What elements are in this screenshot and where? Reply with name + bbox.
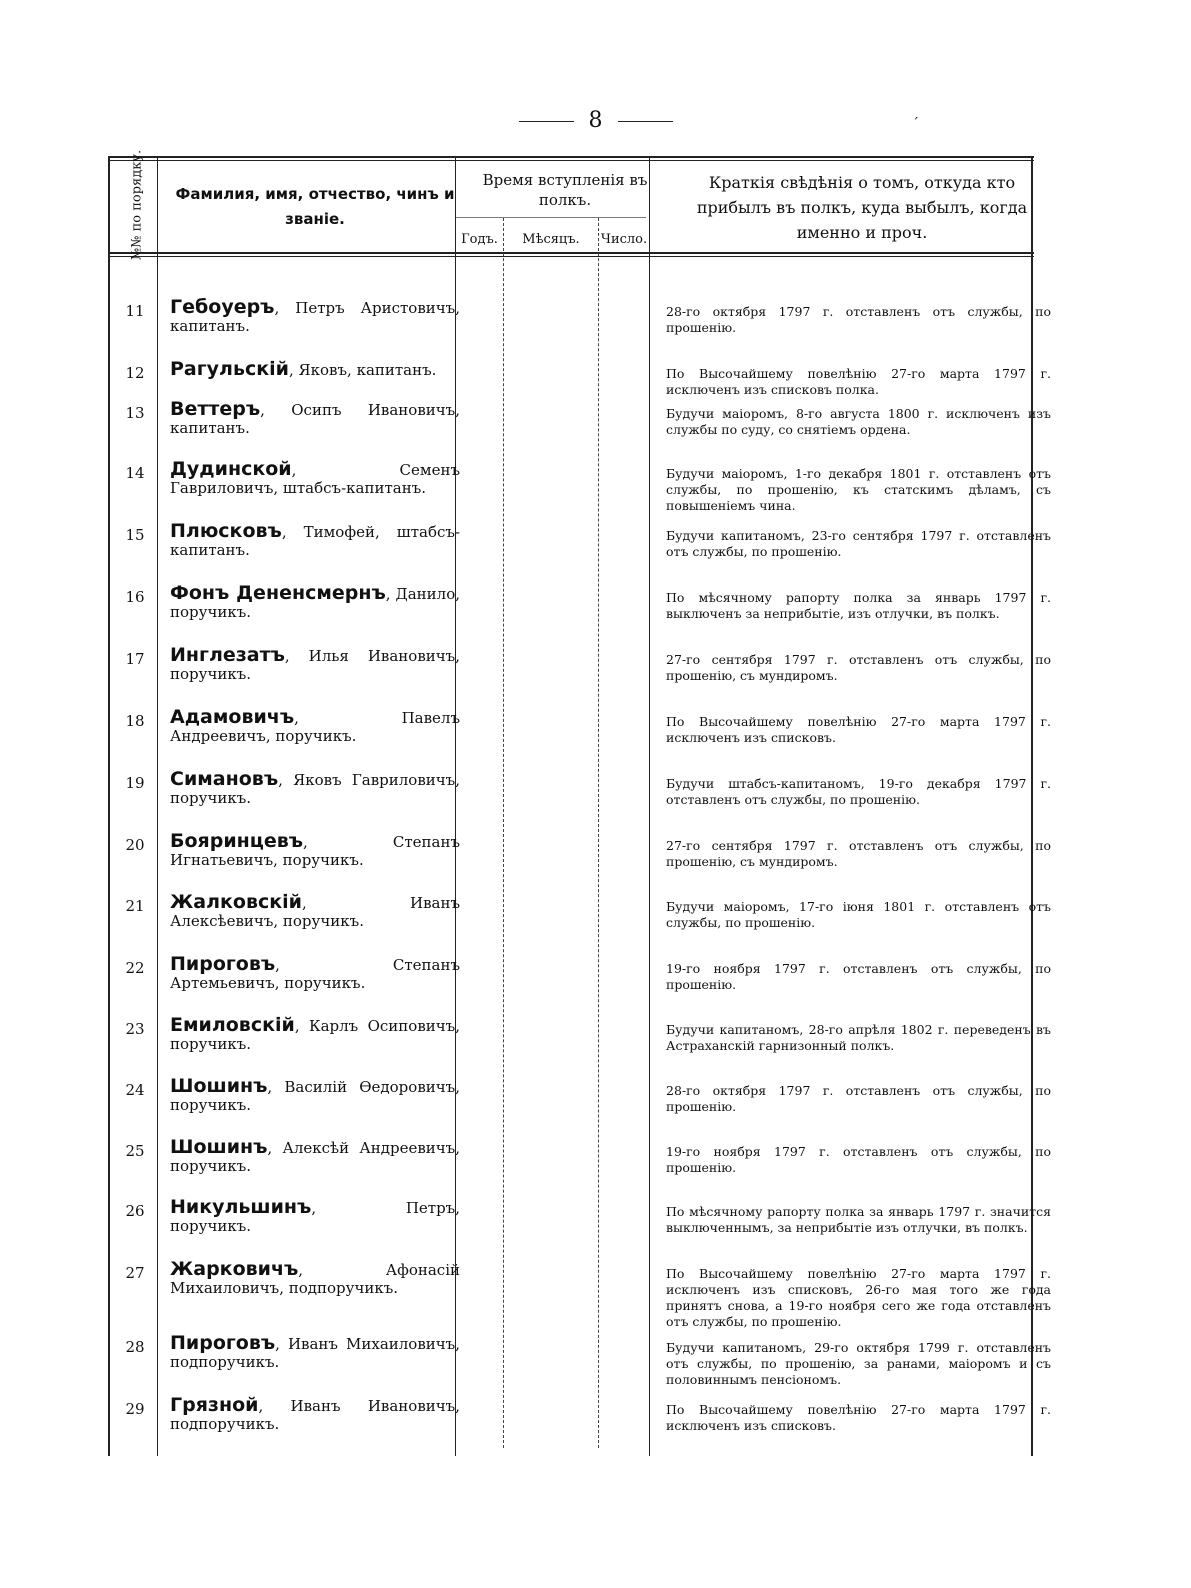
name-details: , Данило, поручикъ. <box>170 585 460 621</box>
person-name <box>170 522 460 559</box>
row-number: 19 <box>125 774 145 792</box>
person-name <box>170 360 460 379</box>
note: 27-го сентября 1797 г. отставленъ отъ службы, по прошенію, съ мундиромъ. <box>666 652 1051 683</box>
note: По Высочайшему повелѣнію 27-го марта 1797 г. исключенъ изъ списковъ полка. <box>666 366 1051 397</box>
person-name <box>170 1016 460 1053</box>
name-details: , Осипъ Ивановичъ, капитанъ. <box>170 401 460 437</box>
surname: Емиловскій <box>170 1014 295 1036</box>
person-name <box>170 646 460 683</box>
person-name <box>170 1396 460 1433</box>
name-details: , Павелъ Андреевичъ, поручикъ. <box>170 709 460 745</box>
name-details: , Иванъ Алексѣевичъ, поручикъ. <box>170 894 460 930</box>
name-details: , Василій Ѳедоровичъ, поручикъ. <box>170 1078 460 1114</box>
person-name <box>170 1138 460 1175</box>
header-bottom-rule <box>108 252 1034 254</box>
surname: Фонъ Дененсмернъ <box>170 582 386 604</box>
header-name: Фамилия, имя, отчество, чинъ и званіе. <box>175 185 455 228</box>
row-number: 20 <box>125 836 145 854</box>
note: Будучи капитаномъ, 23-го сентября 1797 г. отставленъ отъ службы, по прошенію. <box>666 528 1051 559</box>
person-name <box>170 1260 460 1297</box>
note: По Высочайшему повелѣнію 27-го марта 1797 г. исключенъ изъ списковъ. <box>666 1402 1051 1433</box>
surname: Симановъ <box>170 768 279 790</box>
name-details: , Петръ Аристовичъ, капитанъ. <box>170 299 460 335</box>
note: Будучи капитаномъ, 28-го апрѣля 1802 г. переведенъ въ Астраханскій гарнизонный полкъ. <box>666 1022 1051 1053</box>
row-number: 17 <box>125 650 145 668</box>
row-number: 12 <box>125 364 145 382</box>
surname: Никульшинъ <box>170 1196 312 1218</box>
note: По мѣсячному рапорту полка за январь 1797 г. значится выключеннымъ, за неприбытіе изъ отлучки, въ полкъ. <box>666 1204 1051 1235</box>
name-details: , Иванъ Ивановичъ, подпоручикъ. <box>170 1397 460 1433</box>
row-number: 21 <box>125 897 145 915</box>
stray-mark: ˊ <box>912 116 919 132</box>
note: Будучи штабсъ-капитаномъ, 19-го декабря 1797 г. отставленъ отъ службы, по прошенію. <box>666 776 1051 807</box>
row-number: 25 <box>125 1142 145 1160</box>
surname: Шошинъ <box>170 1136 268 1158</box>
row-number: 15 <box>125 526 145 544</box>
time-subheader-rule <box>456 217 646 218</box>
table-top-rule-thin <box>108 160 1034 161</box>
note: 27-го сентября 1797 г. отставленъ отъ службы, по прошенію, съ мундиромъ. <box>666 838 1051 869</box>
row-number: 22 <box>125 959 145 977</box>
note: По Высочайшему повелѣнію 27-го марта 1797 г. исключенъ изъ списковъ. <box>666 714 1051 745</box>
surname: Гебоуеръ <box>170 296 275 318</box>
person-name <box>170 1334 460 1371</box>
header-time: Время вступленія въ полкъ. <box>482 171 648 209</box>
surname: Плюсковъ <box>170 520 282 542</box>
surname: Дудинской <box>170 458 292 480</box>
note: 28-го октября 1797 г. отставленъ отъ службы, по прошенію. <box>666 1083 1051 1114</box>
surname: Шошинъ <box>170 1075 268 1097</box>
header-month: Мѣсяцъ. <box>522 232 580 247</box>
note: 19-го ноября 1797 г. отставленъ отъ службы, по прошенію. <box>666 1144 1051 1175</box>
page-number: 8 <box>588 108 603 133</box>
person-name <box>170 584 460 621</box>
name-details: , Тимофей, штабсъ-капитанъ. <box>170 523 460 559</box>
row-number: 26 <box>125 1202 145 1220</box>
name-details: , Афонасій Михаиловичъ, подпоручикъ. <box>170 1261 460 1297</box>
person-name <box>170 1077 460 1114</box>
surname: Жарковичъ <box>170 1258 299 1280</box>
left-border <box>108 156 110 1456</box>
name-details: , Петръ, поручикъ. <box>170 1199 460 1235</box>
page-number-header <box>0 108 1191 133</box>
surname: Пироговъ <box>170 953 276 975</box>
ornament-left <box>519 121 574 122</box>
surname: Грязной <box>170 1394 259 1416</box>
header-number: №№ по порядку. <box>129 149 145 261</box>
note: По Высочайшему повелѣнію 27-го марта 1797 г. исключенъ изъ списковъ, 26-го мая того же года принятъ снова, а 19-го ноября сего же года отставленъ отъ службы, по прошенію. <box>666 1266 1051 1329</box>
note: Будучи маіоромъ, 8-го августа 1800 г. исключенъ изъ службы по суду, со снятіемъ ордена. <box>666 406 1051 437</box>
name-details: , Семенъ Гавриловичъ, штабсъ-капитанъ. <box>170 461 460 497</box>
name-details: , Алексѣй Андреевичъ, поручикъ. <box>170 1139 460 1175</box>
surname: Адамовичъ <box>170 706 295 728</box>
name-details: , Илья Ивановичъ, поручикъ. <box>170 647 460 683</box>
person-name <box>170 1198 460 1235</box>
row-number: 18 <box>125 712 145 730</box>
person-name <box>170 832 460 869</box>
row-number: 16 <box>125 588 145 606</box>
header-notes: Краткія свѣдѣнія о томъ, откуда кто прибылъ въ полкъ, куда выбылъ, когда именно и проч. <box>696 173 1028 242</box>
row-number: 23 <box>125 1020 145 1038</box>
surname: Бояринцевъ <box>170 830 304 852</box>
person-name <box>170 460 460 497</box>
row-number: 14 <box>125 464 145 482</box>
person-name <box>170 770 460 807</box>
surname: Жалковскій <box>170 891 302 913</box>
surname: Инглезатъ <box>170 644 285 666</box>
ornament-right <box>618 121 673 122</box>
note: 28-го октября 1797 г. отставленъ отъ службы, по прошенію. <box>666 304 1051 335</box>
note: 19-го ноября 1797 г. отставленъ отъ службы, по прошенію. <box>666 961 1051 992</box>
name-details: , Яковъ Гавриловичъ, поручикъ. <box>170 771 460 807</box>
row-number: 29 <box>125 1400 145 1418</box>
col-divider-notes <box>649 156 650 1456</box>
note: Будучи капитаномъ, 29-го октября 1799 г. отставленъ отъ службы, по прошенію, за ранами, маіоромъ и съ половиннымъ пенсіономъ. <box>666 1340 1051 1387</box>
row-number: 13 <box>125 404 145 422</box>
row-number: 28 <box>125 1338 145 1356</box>
name-details: , Степанъ Артемьевичъ, поручикъ. <box>170 956 460 992</box>
row-number: 11 <box>125 302 145 320</box>
name-details: , Яковъ, капитанъ. <box>288 361 437 379</box>
person-name <box>170 400 460 437</box>
person-name <box>170 893 460 930</box>
surname: Веттеръ <box>170 398 261 420</box>
col-divider-num <box>157 156 158 1456</box>
note: Будучи маіоромъ, 17-го іюня 1801 г. отставленъ отъ службы, по прошенію. <box>666 899 1051 930</box>
note: По мѣсячному рапорту полка за январь 1797 г. выключенъ за неприбытіе, изъ отлучки, въ полкъ. <box>666 590 1051 621</box>
row-number: 27 <box>125 1264 145 1282</box>
name-details: , Карлъ Осиповичъ, поручикъ. <box>170 1017 460 1053</box>
person-name <box>170 955 460 992</box>
header-year: Годъ. <box>461 232 498 247</box>
person-name <box>170 708 460 745</box>
surname: Рагульскій <box>170 358 289 380</box>
note: Будучи маіоромъ, 1-го декабря 1801 г. отставленъ отъ службы, по прошенію, къ статскимъ дѣламъ, съ повышеніемъ чина. <box>666 466 1051 513</box>
col-divider-month <box>598 218 599 1448</box>
header-bottom-rule-thin <box>108 256 1034 257</box>
header-day: Число. <box>600 232 648 247</box>
person-name <box>170 298 460 335</box>
name-details: , Степанъ Игнатьевичъ, поручикъ. <box>170 833 460 869</box>
surname: Пироговъ <box>170 1332 276 1354</box>
name-details: , Иванъ Михаиловичъ, подпоручикъ. <box>170 1335 460 1371</box>
col-divider-year <box>503 218 504 1448</box>
table-top-rule <box>108 156 1034 158</box>
row-number: 24 <box>125 1081 145 1099</box>
